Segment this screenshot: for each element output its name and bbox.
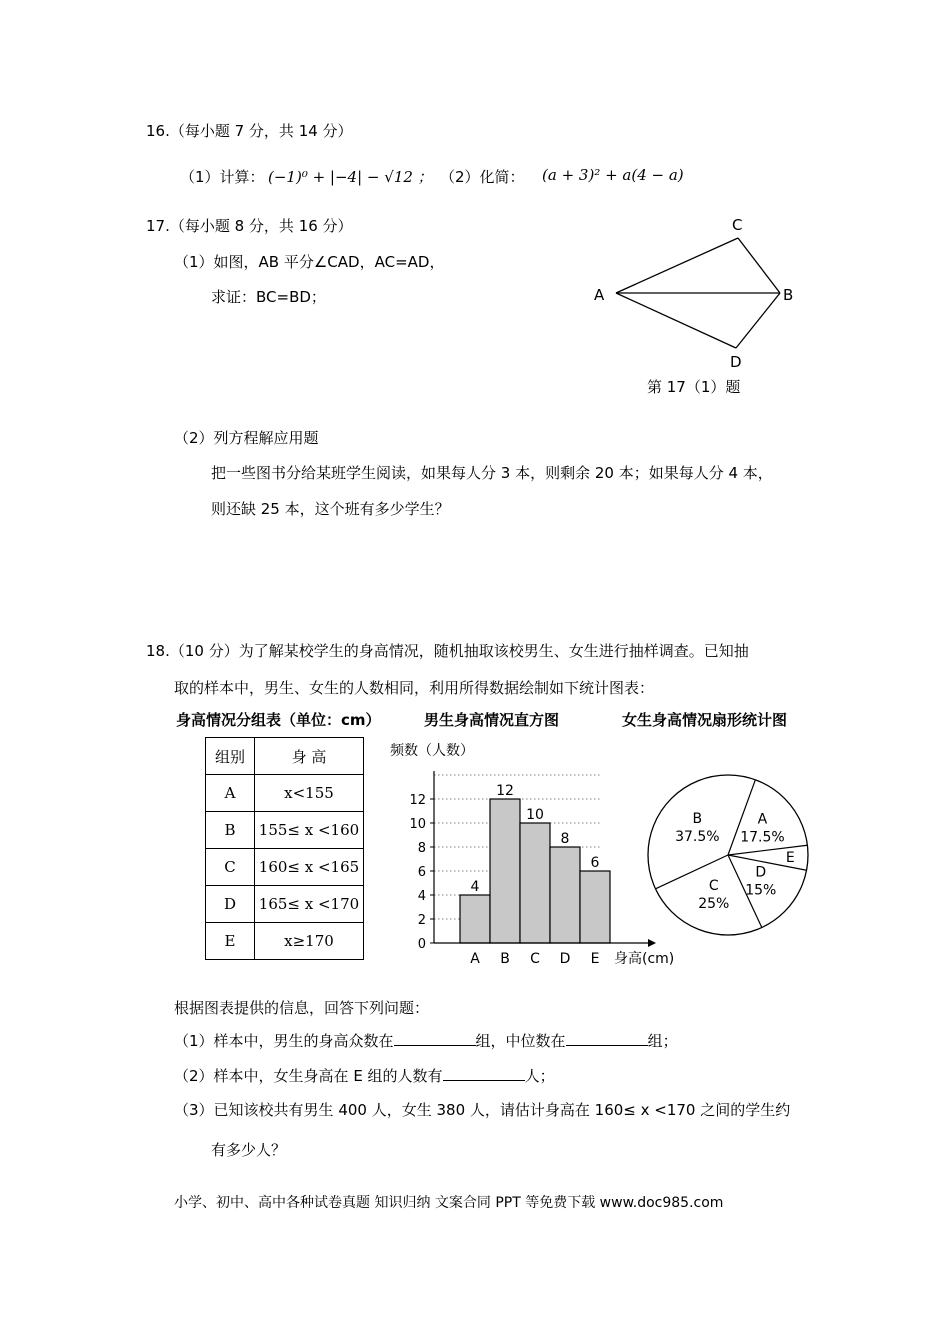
pie-slice-label-b: B [692, 810, 703, 827]
table-cell-group: C [206, 849, 255, 886]
table-cell-group: D [206, 886, 255, 923]
median-answer-blank[interactable] [566, 1031, 648, 1046]
bar-value-label: 8 [560, 831, 570, 847]
q18-sub2-text-a: （2）样本中，女生身高在 E 组的人数有 [174, 1067, 443, 1085]
mode-answer-blank[interactable] [394, 1031, 476, 1046]
table-cell-range: 155≤ x <160 [255, 812, 364, 849]
table-title: 身高情况分组表（单位：cm） [176, 711, 381, 729]
q16-part2-label: （2）化简： [440, 168, 525, 186]
segment-ac [616, 238, 738, 293]
pie-slice-label-c: C [708, 878, 719, 895]
histogram-xlabel: 身高(cm) [614, 951, 675, 967]
pie-title: 女生身高情况扇形统计图 [622, 711, 788, 729]
point-d-label: D [730, 353, 742, 371]
geometry-figure [580, 208, 820, 400]
point-a-label: A [594, 286, 605, 304]
table-cell-range: x≥170 [255, 923, 364, 960]
q17-part2-title: （2）列方程解应用题 [174, 429, 319, 447]
q17-part2-line2: 则还缺 25 本，这个班有多少学生？ [211, 500, 450, 518]
table-cell-range: 165≤ x <170 [255, 886, 364, 923]
bar-value-label: 6 [590, 855, 600, 871]
figure-caption: 第 17（1）题 [647, 378, 741, 396]
y-tick-label: 8 [417, 841, 426, 856]
pie-slice-percent-a: 17.5% [740, 829, 785, 846]
q16-part2-expr: (a + 3)² + a(4 − a) [542, 166, 684, 184]
q18-sub3-line2: 有多少人？ [211, 1141, 287, 1159]
q18-sub1 [174, 1030, 678, 1051]
q17-heading: 17.（每小题 8 分，共 16 分） [146, 217, 353, 235]
table-cell-group: E [206, 923, 255, 960]
q16-heading: 16.（每小题 7 分，共 14 分） [146, 122, 353, 140]
q16-part1-expr: (−1)⁰ + |−4| − √12 ； [268, 168, 433, 186]
table-cell-group: B [206, 812, 255, 849]
q18-heading-line1: 18.（10 分）为了解某校学生的身高情况，随机抽取该校男生、女生进行抽样调查。已知抽 [146, 642, 749, 660]
table-header-group: 组别 [206, 738, 255, 775]
q17-part1-line1: （1）如图，AB 平分∠CAD，AC=AD， [174, 253, 445, 271]
x-category-label: D [559, 951, 571, 967]
segment-ad [616, 293, 736, 348]
pie-slice-percent-c: 25% [698, 896, 730, 913]
bar-value-label: 10 [526, 807, 544, 823]
y-tick-label: 12 [409, 793, 426, 808]
male-height-histogram [370, 735, 675, 971]
y-tick-label: 2 [417, 913, 426, 928]
x-category-label: A [470, 951, 480, 967]
x-category-label: C [530, 951, 540, 967]
histogram-ylabel: 频数（人数） [390, 743, 474, 759]
histogram-bar-a [460, 895, 490, 943]
point-b-label: B [783, 286, 794, 304]
height-group-table [205, 737, 364, 960]
e-group-count-blank[interactable] [443, 1066, 525, 1081]
histogram-title: 男生身高情况直方图 [424, 711, 560, 729]
histogram-bar-e [580, 871, 610, 943]
pie-slice-label-d: D [755, 864, 767, 881]
q18-sub3-line1: （3）已知该校共有男生 400 人，女生 380 人，请估计身高在 160≤ x <170 之间的学生约 [174, 1101, 791, 1119]
x-category-label: B [500, 951, 510, 967]
histogram-bar-b [490, 799, 520, 943]
histogram-bar-c [520, 823, 550, 943]
pie-slice-label-e: E [785, 850, 795, 867]
page-footer: 小学、初中、高中各种试卷真题 知识归纳 文案合同 PPT 等免费下载 www.doc985.com [174, 1195, 724, 1211]
q18-sub1-text-a: （1）样本中，男生的身高众数在 [174, 1032, 394, 1050]
q18-sub1-text-b: 组，中位数在 [475, 1032, 566, 1050]
table-cell-group: A [206, 775, 255, 812]
q18-sub1-text-c: 组； [647, 1032, 678, 1050]
bar-value-label: 4 [470, 879, 480, 895]
pie-slice-percent-b: 37.5% [675, 828, 720, 845]
table-cell-range: 160≤ x <165 [255, 849, 364, 886]
y-tick-label: 4 [417, 889, 426, 904]
y-tick-label: 10 [409, 817, 426, 832]
segment-db [736, 293, 780, 348]
table-cell-range: x<155 [255, 775, 364, 812]
y-tick-label: 6 [417, 865, 426, 880]
segment-cb [738, 238, 780, 293]
q16-part1-label: （1）计算： [180, 168, 265, 186]
pie-slice-label-a: A [757, 811, 768, 828]
questions-intro: 根据图表提供的信息，回答下列问题： [174, 999, 430, 1017]
table-header-height: 身 高 [255, 738, 364, 775]
q17-part1-line2: 求证：BC=BD； [211, 288, 326, 306]
histogram-bar-d [550, 847, 580, 943]
point-c-label: C [732, 216, 743, 234]
bar-value-label: 12 [496, 783, 514, 799]
pie-slice-percent-d: 15% [745, 882, 777, 899]
x-category-label: E [590, 951, 600, 967]
q18-sub2-text-b: 人； [524, 1067, 555, 1085]
q18-sub2 [174, 1065, 555, 1086]
q18-heading-line2: 取的样本中，男生、女生的人数相同，利用所得数据绘制如下统计图表： [174, 679, 655, 697]
female-height-pie [640, 770, 820, 942]
y-tick-label: 0 [417, 937, 426, 952]
q17-part2-line1: 把一些图书分给某班学生阅读，如果每人分 3 本，则剩余 20 本；如果每人分 4 本， [211, 464, 773, 482]
